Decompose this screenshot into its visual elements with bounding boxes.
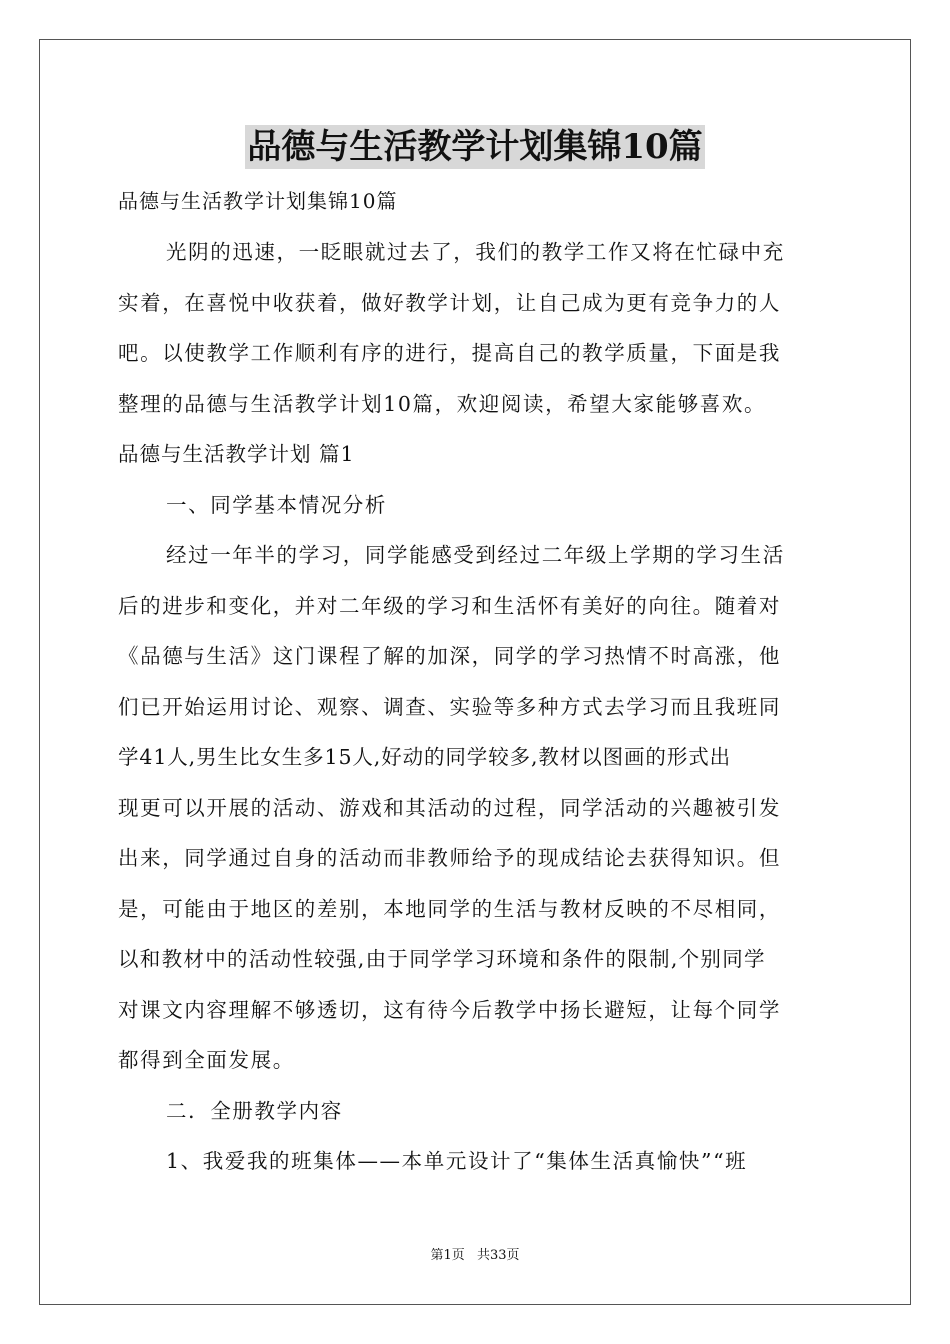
body-line: 1、我爱我的班集体——本单元设计了“集体生活真愉快”“班 bbox=[166, 1149, 748, 1173]
body-line: 们已开始运用讨论、观察、调查、实验等多种方式去学习而且我班同 bbox=[118, 694, 781, 719]
body-line: 后的进步和变化，并对二年级的学习和生活怀有美好的向往。随着对 bbox=[118, 593, 781, 618]
document-subtitle: 品德与生活教学计划集锦10篇 bbox=[118, 189, 398, 213]
page-total: 共33页 bbox=[476, 1248, 520, 1263]
body-line: 学41人,男生比女生多15人,好动的同学较多,教材以图画的形式出 bbox=[118, 745, 732, 769]
body-line: 都得到全面发展。 bbox=[118, 1048, 295, 1072]
subsection-heading: 一、同学基本情况分析 bbox=[166, 492, 387, 517]
section-heading: 品德与生活教学计划 篇1 bbox=[118, 442, 355, 466]
body-line: 对课文内容理解不够透切，这有待今后教学中扬长避短，让每个同学 bbox=[118, 997, 781, 1022]
body-line: 光阴的迅速，一眨眼就过去了，我们的教学工作又将在忙碌中充 bbox=[166, 240, 785, 264]
body-line: 现更可以开展的活动、游戏和其活动的过程，同学活动的兴趣被引发 bbox=[118, 795, 781, 820]
body-line: 是，可能由于地区的差别，本地同学的生活与教材反映的不尽相同， bbox=[118, 896, 781, 921]
body-line: 吧。以使教学工作顺利有序的进行，提高自己的教学质量，下面是我 bbox=[118, 341, 781, 365]
title-container bbox=[0, 125, 950, 169]
body-line: 出来，同学通过自身的活动而非教师给予的现成结论去获得知识。但 bbox=[118, 846, 781, 870]
body-line: 实着，在喜悦中收获着，做好教学计划，让自己成为更有竞争力的人 bbox=[118, 290, 781, 315]
body-line: 整理的品德与生活教学计划10篇，欢迎阅读，希望大家能够喜欢。 bbox=[118, 391, 767, 416]
body-line: 《品德与生活》这门课程了解的加深，同学的学习热情不时高涨，他 bbox=[118, 644, 781, 668]
page-footer bbox=[0, 1246, 950, 1266]
page-number: 第1页 bbox=[430, 1248, 465, 1263]
document-title: 品德与生活教学计划集锦10篇 bbox=[247, 127, 703, 167]
subsection-heading: 二．全册教学内容 bbox=[166, 1098, 343, 1123]
document-body bbox=[118, 182, 834, 1187]
body-line: 以和教材中的活动性较强,由于同学学习环境和条件的限制,个别同学 bbox=[118, 947, 766, 971]
body-line: 经过一年半的学习，同学能感受到经过二年级上学期的学习生活 bbox=[166, 543, 785, 567]
